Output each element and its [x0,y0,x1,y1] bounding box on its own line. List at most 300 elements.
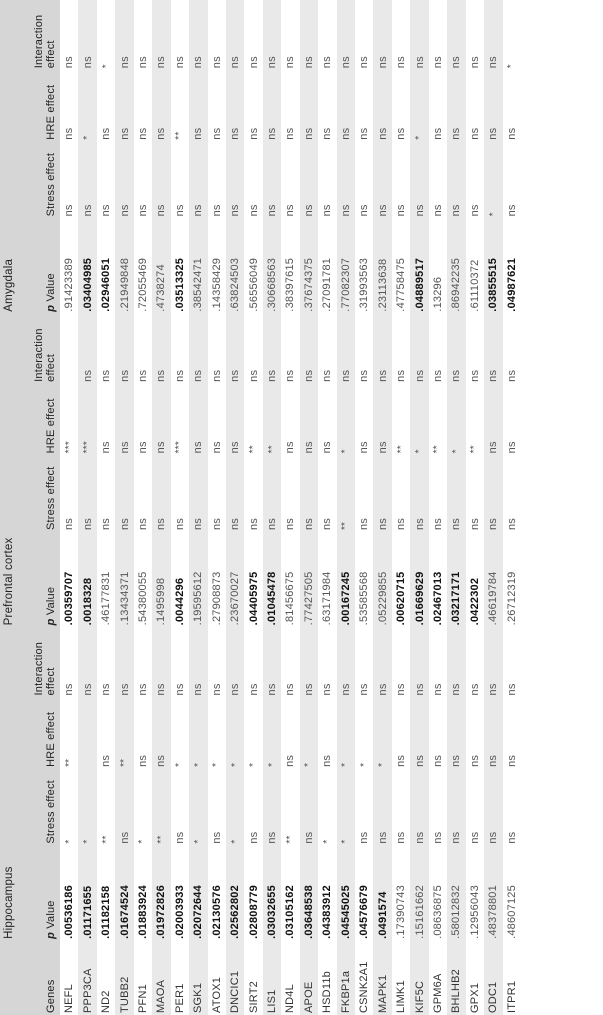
stress-effect: ns [173,831,186,844]
table-row [115,0,133,1015]
p-value: .01182158 [100,885,113,939]
p-value: .03404985 [78,218,96,313]
hre-effect: * [226,697,244,768]
gene-name: ODC1 [484,941,502,1015]
stress-effect: ns [247,518,260,531]
stress-effect: ns [484,769,502,846]
hre-effect: ns [358,441,371,454]
table-row [466,0,484,1015]
table-row [355,0,373,1015]
hre-effect: ** [63,758,75,767]
hre-effect: ns [210,441,223,454]
interaction-effect: ns [373,627,391,697]
p-value: .37674375 [300,218,318,313]
hre-effect: ns [484,384,502,455]
stress-effect: ns [152,142,170,219]
hre-effect: ns [447,697,465,768]
p-value: .48607125 [505,885,518,939]
stress-effect: ns [63,518,76,531]
stress-effect: ns [63,204,76,217]
p-value: .04383912 [321,885,334,939]
p-value: .04405975 [247,571,260,626]
interaction-effect: ns [447,314,465,384]
interaction-effect: ns [337,0,355,70]
table-row [171,0,189,1015]
gene-name: NEFL [63,984,76,1013]
p-value: .47758475 [395,257,408,312]
stress-effect: ns [263,455,281,532]
interaction-effect: ns [263,314,281,384]
interaction-effect: ns [410,627,428,697]
stress-effect: ns [115,769,133,846]
p-value: .30668563 [263,218,281,313]
interaction-effect: ns [373,0,391,70]
stress-effect: ** [152,769,170,846]
region-prefrontal-cortex: Prefrontal cortex [0,314,17,628]
col-stress-effect: Stress effect [17,769,60,846]
stress-effect: ns [226,142,244,219]
hre-effect: ns [247,127,260,140]
hre-effect: ns [100,754,113,767]
hre-effect: * [300,697,318,768]
hre-effect: ns [373,70,391,141]
p-value: .01883924 [136,885,149,939]
p-label: Value [45,273,57,302]
interaction-effect: ns [300,0,318,70]
stress-effect: ns [263,769,281,846]
hre-effect: ns [395,754,408,767]
hre-effect: ns [189,384,207,455]
gene-name: MAPK1 [373,941,391,1015]
hre-effect: ns [484,697,502,768]
hre-effect: ns [410,697,428,768]
hre-effect: ns [263,70,281,141]
p-value: .38397615 [284,257,297,312]
table-row [189,0,207,1015]
p-value: .4738274 [152,218,170,313]
table-row [208,0,226,1015]
stress-effect: ns [410,769,428,846]
table-row [152,0,170,1015]
hre-effect: * [248,762,260,767]
p-italic: p [45,931,57,939]
interaction-effect: ns [321,683,334,696]
region-hippocampus: Hippocampus [0,627,17,941]
hre-effect: * [174,762,186,767]
gene-name: TUBB2 [115,941,133,1015]
hre-effect: ns [395,127,408,140]
interaction-effect: ns [173,369,186,382]
stress-effect: * [484,142,502,219]
hre-effect: ns [300,384,318,455]
hre-effect: * [189,697,207,768]
stress-effect: ns [173,518,186,531]
region-spacer [0,941,17,1015]
stress-effect: ns [78,455,96,532]
stress-effect: ns [152,455,170,532]
p-value: .0491574 [373,846,391,941]
stress-effect: ns [447,142,465,219]
hre-effect: ns [300,70,318,141]
gene-name: APOE [300,941,318,1015]
p-value: .02808779 [247,885,260,939]
p-value: .05229855 [373,532,391,627]
hre-effect: * [447,384,465,455]
p-value: .04545025 [337,846,355,941]
col-interaction-effect: Interaction effect [17,314,60,384]
stress-effect: ** [284,835,296,844]
p-value: .13296 [431,276,444,312]
p-value: .46619784 [484,532,502,627]
p-value: .21949848 [115,218,133,313]
table-row [373,0,391,1015]
table-row [281,0,299,1015]
hre-effect: ns [321,127,334,140]
gene-name: CSNK2A1 [358,961,371,1013]
p-value: .03855515 [484,218,502,313]
interaction-effect: ns [468,369,481,382]
p-value: .26712319 [505,571,518,626]
p-value: .04889517 [410,218,428,313]
p-value: .1495998 [152,532,170,627]
p-value: .03217171 [447,532,465,627]
interaction-effect: ns [358,56,371,69]
table-row [263,0,281,1015]
p-value: .0044296 [173,577,186,626]
p-label: Value [45,586,57,616]
col-genes: Genes [17,941,60,1015]
interaction-effect: ns [337,314,355,384]
interaction-effect: ns [358,369,371,382]
p-value: .03513325 [173,257,186,312]
p-value: .00359707 [63,571,76,626]
interaction-effect: ns [189,627,207,697]
stress-effect: ns [263,142,281,219]
stress-effect: * [226,769,244,846]
col-p-value [17,532,60,627]
p-value: .02562802 [226,846,244,941]
stress-effect: ** [337,455,355,532]
interaction-effect: ns [100,369,113,382]
hre-effect: ns [468,127,481,140]
col-hre-effect: HRE effect [17,70,60,141]
column-header-row [17,0,60,1015]
hre-effect: *** [63,441,75,454]
hre-effect: ns [358,127,371,140]
stress-effect: ns [337,142,355,219]
interaction-effect: ns [115,0,133,70]
gene-name: ND4L [284,984,297,1013]
interaction-effect: ns [210,683,223,696]
p-value: .01972826 [152,846,170,941]
stress-effect: ns [505,518,518,531]
interaction-effect: ns [447,627,465,697]
p-value: .02130576 [210,885,223,939]
stress-effect: ns [173,204,186,217]
gene-name: BHLHB2 [447,941,465,1015]
stress-effect: ns [373,455,391,532]
interaction-effect: ns [152,627,170,697]
table-row [503,0,521,1015]
interaction-effect: ns [63,56,76,69]
p-value: .02946051 [100,257,113,312]
table-row [226,0,244,1015]
hre-effect: ns [100,127,113,140]
hre-effect: * [211,762,223,767]
hre-effect [78,697,96,768]
hre-effect: ns [484,70,502,141]
p-value: .01171655 [78,846,96,941]
interaction-effect: ns [505,683,518,696]
hre-effect: * [263,697,281,768]
interaction-effect: ns [63,683,76,696]
p-value: .63171984 [321,571,334,626]
p-value: .03105162 [284,885,297,939]
hre-effect: * [78,70,96,141]
p-italic: p [45,304,57,312]
stress-effect: ns [284,518,297,531]
p-value: .77427505 [300,532,318,627]
table-row [134,0,152,1015]
interaction-effect: ns [284,369,297,382]
interaction-effect: ns [136,369,149,382]
interaction-effect: ns [247,56,260,69]
interaction-effect: ns [468,683,481,696]
stress-effect: ns [410,142,428,219]
stress-effect: ns [358,204,371,217]
p-italic: p [45,618,57,626]
col-p-value [17,218,60,313]
table-row [244,0,262,1015]
hre-effect: * [337,384,355,455]
gene-name: HSD11b [321,971,334,1013]
hre-effect: ns [431,127,444,140]
stress-effect: ns [247,831,260,844]
table-row [410,0,428,1015]
stress-effect: ns [468,518,481,531]
interaction-effect: ns [410,0,428,70]
table-row [300,0,318,1015]
stress-effect: ns [78,142,96,219]
col-hre-effect: HRE effect [17,697,60,768]
hre-effect: * [373,697,391,768]
stress-effect: ns [300,455,318,532]
stress-effect: ns [505,831,518,844]
p-value: .13434371 [115,532,133,627]
gene-name: PPP3CA [78,941,96,1015]
p-value: .58012832 [447,846,465,941]
interaction-effect: ns [78,627,96,697]
p-value: .38542471 [189,218,207,313]
interaction-effect: ns [189,0,207,70]
stress-effect: ns [210,204,223,217]
p-value: .15161662 [410,846,428,941]
interaction-effect: ns [173,56,186,69]
stress-effect: ns [395,831,408,844]
stress-effect: ns [284,204,297,217]
interaction-effect: ns [115,627,133,697]
table-row [60,0,78,1015]
gene-name: DNCIC1 [226,941,244,1015]
p-value: .0018328 [78,532,96,627]
stress-effect: ns [468,204,481,217]
stress-effect: * [189,769,207,846]
stress-effect: ns [100,518,113,531]
hre-effect: ns [321,754,334,767]
hre-effect: ns [373,384,391,455]
p-value: .0422302 [468,577,481,626]
stress-effect: ns [468,831,481,844]
hre-effect: ns [189,70,207,141]
interaction-effect: ns [152,314,170,384]
interaction-effect: ns [484,314,502,384]
interaction-effect: ns [395,683,408,696]
hre-effect: ns [115,70,133,141]
interaction-effect: ns [337,627,355,697]
interaction-effect: ns [431,369,444,382]
stress-effect: ns [358,518,371,531]
hre-effect: ns [284,441,297,454]
hre-effect: ns [505,754,518,767]
p-value: .01669629 [410,532,428,627]
p-value: .23670027 [226,532,244,627]
p-value: .03032655 [263,846,281,941]
interaction-effect: ns [115,314,133,384]
interaction-effect: ns [431,683,444,696]
hre-effect: ns [505,127,518,140]
p-value: .08636875 [431,885,444,939]
interaction-effect: ns [247,683,260,696]
stress-effect: ns [431,518,444,531]
hre-effect: ns [152,697,170,768]
p-value: .02003933 [173,885,186,939]
hre-effect: ns [468,754,481,767]
p-value: .03648538 [300,846,318,941]
region-header-row [0,0,17,1015]
p-value: .53585568 [358,571,371,626]
p-value: .46177831 [100,571,113,626]
p-value: .91423389 [63,257,76,312]
hre-effect: ns [226,70,244,141]
p-value: .27908873 [210,571,223,626]
gene-name: SIRT2 [247,981,260,1013]
p-value: .00167245 [337,532,355,627]
interaction-effect: ns [226,627,244,697]
table-row [78,0,96,1015]
stress-effect: ** [100,835,112,844]
p-value: .48378801 [484,846,502,941]
interaction-effect [60,314,78,384]
gene-name: SGK1 [189,941,207,1015]
gene-name: PFN1 [136,984,149,1013]
hre-effect: * [410,384,428,455]
interaction-effect: ns [100,683,113,696]
table-body [60,0,521,1015]
stress-effect: ns [505,204,518,217]
interaction-effect: ns [226,314,244,384]
hre-effect: ns [63,127,76,140]
col-p-value [17,846,60,941]
interaction-effect: ns [373,314,391,384]
interaction-effect: ns [431,56,444,69]
hre-effect: ns [136,754,149,767]
p-value: .23113638 [373,218,391,313]
stress-effect: ns [321,518,334,531]
interaction-effect: ns [152,0,170,70]
interaction-effect: * [100,64,112,69]
interaction-effect: ns [210,56,223,69]
col-stress-effect: Stress effect [17,455,60,532]
table-row [429,0,447,1015]
gene-name: LIS1 [263,941,281,1015]
stress-effect: ns [189,455,207,532]
gene-name: ND2 [100,990,113,1013]
interaction-effect: ns [210,369,223,382]
hre-effect: ns [152,384,170,455]
interaction-effect: ns [284,683,297,696]
stress-effect: ns [247,204,260,217]
gene-name: ATOX1 [210,976,223,1013]
table-row [484,0,502,1015]
stress-effect: ns [115,142,133,219]
interaction-effect: ns [263,627,281,697]
stress-effect: * [78,769,96,846]
table-row [392,0,410,1015]
stress-effect: ns [447,455,465,532]
stress-effect: ns [484,455,502,532]
hre-effect: ns [226,384,244,455]
interaction-effect: * [506,64,518,69]
col-interaction-effect: Interaction effect [17,0,60,70]
stress-effect: ns [210,518,223,531]
hre-effect: ** [432,445,444,454]
col-interaction-effect: Interaction effect [17,627,60,697]
interaction-effect: ns [189,314,207,384]
interaction-effect: ns [78,0,96,70]
hre-effect: ** [395,445,407,454]
stress-effect: ns [226,455,244,532]
stress-effect: ns [300,769,318,846]
gene-name: FKBP1a [337,941,355,1015]
interaction-effect: ns [300,314,318,384]
interaction-effect: ns [447,0,465,70]
p-value: .56556049 [247,257,260,312]
p-value: .14358429 [210,257,223,312]
hre-effect: ns [284,754,297,767]
interaction-effect: ns [321,56,334,69]
interaction-effect: ns [136,56,149,69]
stress-effect: ns [431,204,444,217]
interaction-effect: ns [136,683,149,696]
p-value: .02072644 [189,846,207,941]
hre-effect: ns [100,441,113,454]
p-value: .81456675 [284,571,297,626]
col-stress-effect: Stress effect [17,142,60,219]
col-hre-effect: HRE effect [17,384,60,455]
interaction-effect: ns [358,683,371,696]
p-value: .72055469 [136,257,149,312]
gene-name: PER1 [173,983,186,1013]
p-value: .01674524 [115,846,133,941]
hre-effect: *** [78,384,96,455]
p-value: .19595612 [189,532,207,627]
p-value: .00620715 [395,571,408,626]
table-row [318,0,336,1015]
stress-effect: * [137,839,149,844]
p-value: .12956043 [468,885,481,939]
gene-name: KIF5C [410,941,428,1015]
gene-name: MAOA [152,941,170,1015]
